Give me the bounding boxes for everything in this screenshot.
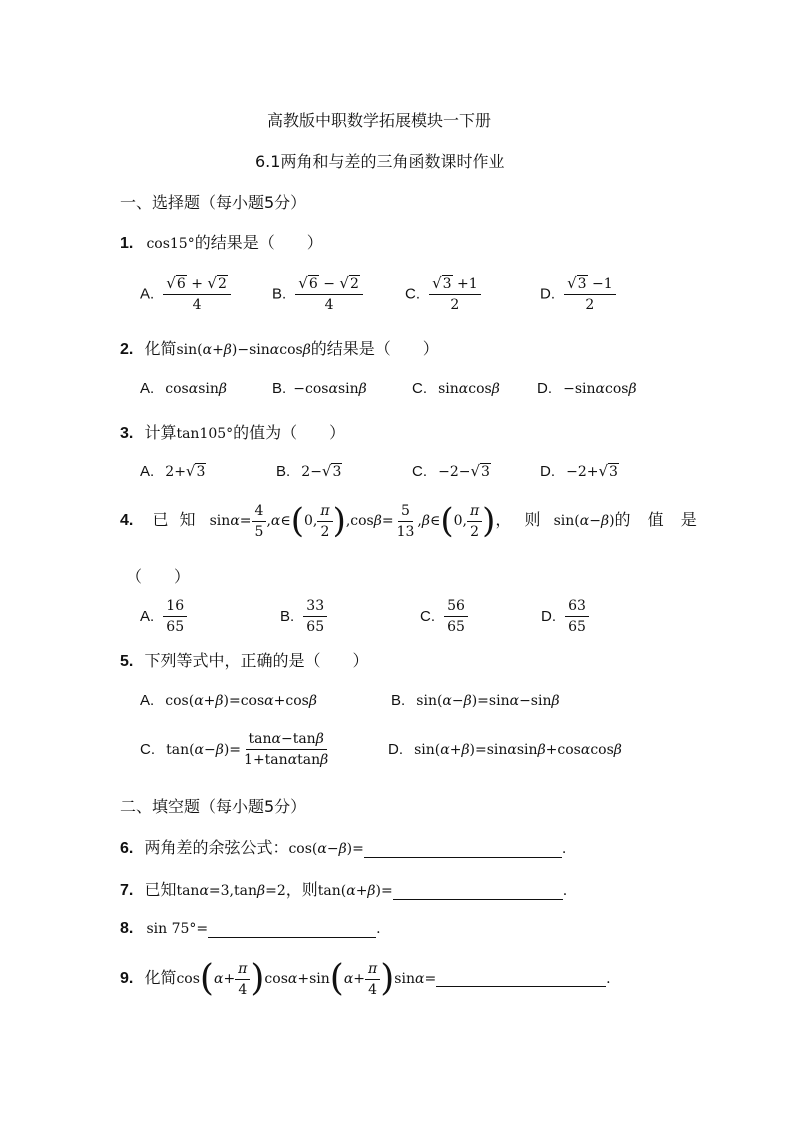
option-label: C. [412, 463, 427, 480]
option-label: D. [541, 608, 556, 625]
q1-option-c[interactable] [405, 274, 481, 314]
question-number: 4. [120, 512, 134, 529]
q1-expression: cos15° [146, 236, 195, 252]
q8-expression: sin 75°= [146, 921, 209, 937]
q4-conditions: sinα= $\frac{4}{5}$ ,α∈(0, $\frac{\pi}{2}$ ),cosβ= $\frac{5}{13}$ ,β∈(0, $\frac{\pi}{2}$ ) [209, 501, 496, 541]
q2-expression: sin(α+β)−sinαcosβ [176, 342, 311, 358]
question-number: 2. [120, 341, 134, 358]
q4-lead: 已 知 [152, 510, 199, 529]
q4-then: 则 [524, 510, 541, 529]
numerator: 16 [163, 597, 187, 617]
q2-option-b[interactable]: B. −cosαsinβ [272, 380, 367, 397]
q1-prompt: 的结果是（ ） [194, 233, 323, 252]
option-label: D. [540, 463, 555, 480]
question-8 [120, 918, 381, 938]
option-label: D. [540, 285, 555, 303]
q3-option-c[interactable]: C. −2−√3 [412, 462, 490, 480]
answer-blank[interactable] [364, 841, 562, 858]
period: . [561, 841, 567, 857]
question-2 [120, 336, 439, 359]
q4-tail: 的 值 是 [614, 510, 703, 529]
q6-prompt: 两角差的余弦公式： [144, 838, 289, 857]
question-1 [120, 230, 323, 253]
denominator: 65 [447, 619, 465, 635]
option-label: A. [140, 692, 155, 709]
question-7: 7. 已知tanα=3,tanβ=2，则tan(α+β)= . [120, 880, 568, 899]
book-title: 高教版中职数学拓展模块一下册 [267, 111, 492, 130]
q3-lead: 计算 [144, 423, 177, 442]
q2-option-c[interactable]: C. sinαcosβ [412, 380, 500, 397]
option-label: C. [412, 380, 427, 397]
numerator: 56 [444, 597, 468, 617]
q7-then: 则 [301, 880, 318, 899]
section-2-title: 二、填空题（每小题5分） [120, 797, 307, 816]
question-3 [120, 420, 345, 443]
option-label: C. [140, 741, 155, 758]
q5-option-a[interactable]: A. cos(α+β)=cosα+cosβ [140, 692, 317, 709]
question-5 [120, 648, 368, 671]
lesson-title: 6.1两角和与差的三角函数课时作业 [255, 152, 505, 171]
option-label: B. [272, 380, 287, 397]
q2-lead: 化简 [144, 339, 177, 358]
q5-option-c[interactable]: C. tan(α−β)= $\frac{\tan\alpha-\tan\beta}{1+\tan\alpha\tan\beta}$ [140, 731, 329, 768]
numerator: 33 [303, 597, 327, 617]
q7-lead: 已知 [144, 880, 177, 899]
answer-blank[interactable] [393, 883, 563, 900]
period: . [376, 921, 381, 937]
option-label: A. [140, 608, 155, 625]
fraction: $\frac{√6 - √2}{4}$ [295, 274, 363, 314]
q2-option-a[interactable]: A. cosαsinβ [140, 380, 227, 397]
option-label: A. [140, 463, 155, 480]
q3-option-a[interactable]: A. 2+√3 [140, 462, 206, 480]
option-label: A. [140, 285, 155, 303]
fraction: $\frac{√6 + √2}{4}$ [163, 274, 231, 314]
q9-lead: 化简 [144, 968, 177, 987]
denominator: 65 [306, 619, 325, 635]
question-number: 7. [120, 882, 134, 899]
section-1-title: 一、选择题（每小题5分） [120, 193, 307, 212]
denominator: 65 [568, 619, 586, 635]
q1-option-d[interactable] [540, 274, 616, 314]
q4-option-b[interactable] [280, 597, 327, 636]
q2-option-d[interactable]: D. −sinαcosβ [537, 380, 637, 397]
question-number: 5. [120, 653, 134, 670]
period: . [562, 883, 568, 899]
q5-option-b[interactable]: B. sin(α−β)=sinα−sinβ [391, 692, 560, 709]
fraction: $\frac{√3 -1}{2}$ [564, 274, 616, 314]
q1-option-a[interactable] [140, 274, 231, 314]
q3-option-d[interactable]: D. −2+√3 [540, 462, 618, 480]
q4-option-d[interactable] [541, 597, 589, 636]
question-number: 6. [120, 840, 134, 857]
fraction [303, 597, 327, 636]
q3-expression: tan105° [176, 426, 234, 442]
option-label: B. [280, 608, 295, 625]
question-6: 6. 两角差的余弦公式：cos(α−β)= . [120, 838, 567, 857]
q4-target: sin(α−β) [553, 513, 615, 529]
denominator: 65 [166, 619, 185, 635]
q3-prompt: 的值为（ ） [233, 423, 346, 442]
q1-option-b[interactable] [272, 274, 363, 314]
q4-option-a[interactable] [140, 597, 187, 636]
question-number: 3. [120, 425, 134, 442]
question-number: 9. [120, 970, 134, 987]
answer-blank[interactable] [436, 970, 606, 987]
q5-prompt: 下列等式中，正确的是（ ） [144, 651, 369, 670]
question-9: 9. 化简cos(α+ $\frac{\pi}{4}$ )cosα+sin(α+ $\frac{\pi}{4}$ )sinα= . [120, 958, 611, 999]
numerator: 63 [565, 597, 589, 617]
option-label: A. [140, 380, 155, 397]
question-4: 4. 已 知 sinα= $\frac{4}{5}$ ,α∈(0, $\frac{\pi}{2}$ ),cosβ= $\frac{5}{13}$ ,β∈(0, $\frac{\pi}{2}$ )， 则 sin(α−β)的 值 是 [120, 501, 703, 541]
q4-option-c[interactable] [420, 597, 468, 636]
q3-option-b[interactable]: B. 2−√3 [276, 462, 342, 480]
fraction [163, 597, 187, 636]
option-label: B. [391, 692, 406, 709]
period: . [606, 971, 611, 987]
fraction: $\frac{√3 +1}{2}$ [429, 274, 481, 314]
option-label: D. [388, 741, 403, 758]
q2-prompt: 的结果是（ ） [310, 339, 439, 358]
q4-answer-paren: （ ） [126, 567, 191, 586]
fraction [565, 597, 589, 636]
question-number: 8. [120, 920, 134, 937]
q5-option-d[interactable]: D. sin(α+β)=sinαsinβ+cosαcosβ [388, 741, 622, 758]
fraction [444, 597, 468, 636]
option-label: D. [537, 380, 552, 397]
option-label: B. [276, 463, 291, 480]
option-label: C. [405, 285, 420, 303]
option-label: B. [272, 285, 287, 303]
question-number: 1. [120, 235, 134, 252]
answer-blank[interactable] [208, 921, 376, 938]
option-label: C. [420, 608, 435, 625]
